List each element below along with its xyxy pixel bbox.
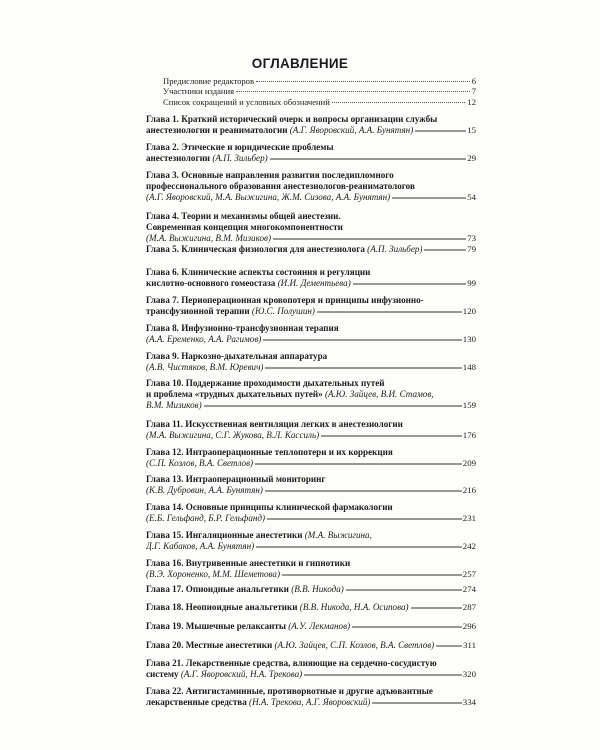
toc-entry-text xyxy=(146,458,253,469)
toc-entry[interactable] xyxy=(146,211,476,243)
toc-entry-line xyxy=(146,389,476,400)
toc-entry-line xyxy=(146,474,476,485)
leader-line xyxy=(352,627,462,628)
leader-dots xyxy=(332,102,466,103)
chapter-title: Глава 20. Местные анестетики xyxy=(146,640,273,650)
toc-entry-text xyxy=(146,485,263,496)
chapter-title: Глава 1. Краткий исторический очерк и вопросы организации службы xyxy=(146,114,438,124)
chapter-title: Глава 15. Ингаляционные анестетики xyxy=(146,530,303,540)
toc-entry-line xyxy=(146,170,476,181)
front-matter-list xyxy=(163,76,476,107)
chapter-authors: (М.А. Выжигина, С.Г. Жукова, В.Л. Кассиль) xyxy=(146,429,320,440)
toc-entry-text xyxy=(146,541,254,552)
chapter-title: Глава 3. Основные направления развития последипломного xyxy=(146,170,394,180)
toc-entry-text xyxy=(146,400,202,411)
chapter-title: анестезиологии xyxy=(146,152,211,163)
chapter-page-number: 148 xyxy=(462,361,476,372)
toc-entry-line xyxy=(146,244,476,255)
toc-entry-text xyxy=(146,233,271,244)
chapter-authors: (А.Г. Яворовский, Н.А. Трекова) xyxy=(180,668,303,679)
chapter-authors: (С.П. Козлов, В.А. Светлов) xyxy=(146,457,254,468)
toc-entry-line xyxy=(146,125,476,136)
leader-line xyxy=(372,702,461,703)
chapter-authors: (А.А. Еременко, А.А. Рагимов) xyxy=(146,333,262,344)
chapter-title: Глава 9. Наркозно-дыхательная аппаратура xyxy=(146,351,328,361)
toc-entry-line xyxy=(146,569,476,580)
toc-entry-line xyxy=(146,602,476,613)
toc-entry-line xyxy=(146,142,476,153)
toc-entry[interactable] xyxy=(146,530,476,552)
toc-entry[interactable] xyxy=(146,584,476,595)
chapter-authors: (А.Ю. Зайцев, В.И. Стамов, xyxy=(324,388,434,399)
toc-entry[interactable] xyxy=(146,474,476,496)
chapter-page-number: 159 xyxy=(462,399,476,410)
chapter-title: Глава 12. Интраоперационные теплопотери и их коррекция xyxy=(146,447,393,457)
toc-entry-text xyxy=(146,306,315,317)
chapter-page-number: 73 xyxy=(467,232,476,243)
chapter-title: профессионального образования анестезиологов-реаниматологов xyxy=(146,180,415,191)
toc-entry-line xyxy=(146,278,476,289)
toc-entry[interactable] xyxy=(146,267,476,289)
toc-entry[interactable] xyxy=(146,686,476,708)
toc-entry-line xyxy=(146,640,476,651)
leader-line xyxy=(255,463,462,464)
chapter-title: Глава 5. Клиническая физиология для анестезиолога xyxy=(146,244,365,254)
chapter-authors: (И.И. Дементьева) xyxy=(277,277,351,288)
chapter-title: Глава 21. Лекарственные средства, влияющие на сердечно-сосудистую xyxy=(146,658,437,668)
leader-line xyxy=(282,574,462,575)
toc-entry-line xyxy=(146,295,476,306)
toc-entry-line xyxy=(146,267,476,278)
chapter-page-number: 176 xyxy=(462,429,476,440)
chapter-page-number: 29 xyxy=(467,152,476,163)
leader-line xyxy=(267,518,462,519)
chapter-authors: (А.У. Лекманов) xyxy=(288,621,351,631)
toc-entry-line xyxy=(146,458,476,469)
leader-dots xyxy=(256,81,470,82)
chapter-title: Глава 11. Искусственная вентиляция легких в анестезиологии xyxy=(146,419,403,429)
front-matter-label: Участники издания xyxy=(163,86,235,97)
leader-line xyxy=(265,490,462,491)
chapter-page-number: 334 xyxy=(462,696,476,707)
toc-entry-line xyxy=(146,584,476,595)
chapter-authors: (А.В. Чистяков, В.М. Юревич) xyxy=(146,361,264,372)
chapter-title: Глава 18. Неопиоидные анальгетики xyxy=(146,602,298,612)
toc-entry-text xyxy=(146,621,350,632)
chapter-title: Глава 19. Мышечные релаксанты xyxy=(146,621,286,631)
toc-entry[interactable] xyxy=(146,602,476,613)
toc-entry-line xyxy=(146,400,476,411)
toc-entry-text xyxy=(146,125,413,136)
toc-entry[interactable] xyxy=(146,142,476,164)
chapter-title: Глава 2. Этические и юридические проблемы xyxy=(146,142,334,152)
chapter-authors: (Ю.С. Полушин) xyxy=(251,305,315,316)
chapter-authors: (К.В. Дубровин, А.А. Бунятян) xyxy=(146,484,263,495)
chapter-page-number: 311 xyxy=(463,640,476,650)
leader-line xyxy=(424,250,466,251)
toc-entry-line xyxy=(146,686,476,697)
chapter-authors: (А.П. Зильбер) xyxy=(367,244,423,254)
chapter-title: систему xyxy=(146,668,179,679)
toc-entry[interactable] xyxy=(146,351,476,373)
leader-line xyxy=(256,546,462,547)
chapter-page-number: 287 xyxy=(462,602,476,612)
front-matter-page: 12 xyxy=(467,96,476,107)
toc-entry[interactable] xyxy=(146,170,476,202)
front-matter-page: 7 xyxy=(471,86,476,97)
leader-line xyxy=(263,339,461,340)
toc-entry-line xyxy=(146,306,476,317)
toc-entry-line xyxy=(146,378,476,389)
chapter-authors: (Н.А. Трекова, А.Г. Яворовский) xyxy=(249,696,371,707)
chapter-title: Глава 17. Опиоидные анальгетики xyxy=(146,584,289,594)
chapter-title: Глава 16. Внутривенные анестетики и гипнотики xyxy=(146,558,351,568)
chapter-title: Глава 22. Антигистаминные, противорвотные и другие адъювантные xyxy=(146,686,433,696)
front-matter-item[interactable] xyxy=(163,76,476,86)
toc-entry[interactable] xyxy=(146,658,476,680)
toc-entry-text xyxy=(146,640,434,651)
leader-line xyxy=(265,367,461,368)
chapter-title: Глава 4. Теории и механизмы общей анестезии. xyxy=(146,211,341,221)
toc-entry[interactable] xyxy=(146,323,476,345)
chapter-title: Глава 8. Инфузионно-трансфузионная терапия xyxy=(146,323,339,333)
front-matter-page: 6 xyxy=(471,76,476,86)
chapter-page-number: 130 xyxy=(462,333,476,344)
chapter-page-number: 320 xyxy=(462,668,476,679)
chapter-title: Глава 13. Интраоперационный мониторинг xyxy=(146,474,326,484)
chapter-page-number: 120 xyxy=(462,305,476,316)
chapter-authors: (В.В. Никода) xyxy=(291,584,344,594)
toc-entry-line xyxy=(146,530,476,541)
leader-line xyxy=(304,674,462,675)
front-matter-label: Список сокращений и условных обозначений xyxy=(163,96,330,107)
toc-entry-text xyxy=(146,513,265,524)
toc-entry-line xyxy=(146,502,476,513)
toc-entry-text xyxy=(146,334,261,345)
toc-entry[interactable] xyxy=(146,558,476,580)
chapter-page-number: 99 xyxy=(467,277,476,288)
chapter-page-number: 79 xyxy=(467,244,476,254)
leader-line xyxy=(436,646,462,647)
chapter-title: трансфузионной терапии xyxy=(146,305,250,316)
toc-entry[interactable] xyxy=(146,295,476,317)
toc-entry-text xyxy=(146,362,263,373)
chapter-page-number: 54 xyxy=(467,191,476,202)
chapter-title: лекарственные средства xyxy=(146,696,247,707)
chapter-title: Глава 7. Периоперационная кровопотеря и принципы инфузионно- xyxy=(146,295,424,305)
leader-line xyxy=(270,158,467,159)
chapter-authors: (М.А. Выжигина, xyxy=(304,530,372,540)
toc-entry-text xyxy=(146,153,268,164)
chapter-page-number: 209 xyxy=(462,457,476,468)
toc-entry[interactable] xyxy=(146,419,476,441)
chapter-page-number: 231 xyxy=(462,512,476,523)
toc-entry-line xyxy=(146,541,476,552)
chapter-title: Глава 14. Основные принципы клинической фармакологии xyxy=(146,502,393,512)
chapter-page-number: 216 xyxy=(462,484,476,495)
toc-entry-line xyxy=(146,669,476,680)
chapter-page-number: 242 xyxy=(462,540,476,551)
leader-line xyxy=(204,405,462,406)
leader-line xyxy=(273,238,466,239)
toc-entry-line xyxy=(146,192,476,203)
toc-entry[interactable] xyxy=(146,502,476,524)
toc-entry-text xyxy=(146,569,280,580)
chapter-page-number: 274 xyxy=(462,584,476,594)
toc-entry-line xyxy=(146,351,476,362)
toc-entry-line xyxy=(146,513,476,524)
leader-line xyxy=(317,311,462,312)
leader-line xyxy=(346,590,462,591)
toc-entry-line xyxy=(146,430,476,441)
toc-entry-line xyxy=(146,222,476,233)
chapter-authors: (А.Ю. Зайцев, С.П. Козлов, В.А. Светлов) xyxy=(274,640,435,650)
toc-entry-line xyxy=(146,697,476,708)
toc-entry-line xyxy=(146,621,476,632)
toc-entry[interactable] xyxy=(146,621,476,632)
toc-entry-line xyxy=(146,447,476,458)
toc-entry[interactable] xyxy=(146,114,476,136)
toc-entry-text xyxy=(146,244,422,255)
toc-entry-line xyxy=(146,233,476,244)
chapter-page-number: 296 xyxy=(462,621,476,631)
chapter-title: анестезиологии и реаниматологии xyxy=(146,124,288,135)
page-title: ОГЛАВЛЕНИЕ xyxy=(251,56,349,71)
leader-line xyxy=(415,130,466,131)
toc-entry-text xyxy=(146,430,319,441)
toc-entry-text xyxy=(146,192,390,203)
leader-line xyxy=(321,435,462,436)
toc-entry-text xyxy=(146,602,409,613)
chapter-page-number: 15 xyxy=(467,124,476,135)
toc-entry-line xyxy=(146,211,476,222)
leader-dots xyxy=(236,91,470,92)
leader-line xyxy=(411,608,462,609)
toc-entry-line xyxy=(146,334,476,345)
chapter-page-number: 257 xyxy=(462,568,476,579)
toc-entry-line xyxy=(146,181,476,192)
toc-entry-line xyxy=(146,114,476,125)
chapter-title: Глава 6. Клинические аспекты состояния и регуляции xyxy=(146,267,371,277)
toc-entry[interactable] xyxy=(146,640,476,651)
front-matter-item[interactable] xyxy=(163,86,476,96)
toc-entry-line xyxy=(146,419,476,430)
front-matter-item[interactable] xyxy=(163,97,476,107)
chapter-authors: Д.Г. Кабаков, А.А. Бунятян) xyxy=(146,540,255,551)
toc-entry-line xyxy=(146,323,476,334)
toc-entry-text xyxy=(146,669,302,680)
leader-line xyxy=(392,197,466,198)
toc-entry-line xyxy=(146,362,476,373)
front-matter-label: Предисловие редакторов xyxy=(163,76,255,86)
chapter-authors: (А.Г. Яворовский, А.А. Бунятян) xyxy=(289,124,414,135)
leader-line xyxy=(353,283,466,284)
toc-entry-line xyxy=(146,485,476,496)
chapter-authors: (А.П. Зильбер) xyxy=(212,152,268,163)
toc-entry-text xyxy=(146,697,370,708)
chapter-authors: (М.А. Выжигина, В.М. Мизиков) xyxy=(146,232,271,243)
chapter-authors: (В.Э. Хороненко, М.М. Шеметова) xyxy=(146,568,280,579)
toc-entry[interactable] xyxy=(146,447,476,469)
toc-entry-line xyxy=(146,558,476,569)
chapter-authors: (А.Г. Яворовский, М.А. Выжигина, Ж.М. Сизова, А.А. Бунятян) xyxy=(146,191,391,202)
chapter-title: Глава 10. Поддержание проходимости дыхательных путей xyxy=(146,378,385,388)
chapter-authors: (Е.Б. Гельфанд, Б.Р. Гельфанд) xyxy=(146,512,266,523)
chapter-title: и проблема «трудных дыхательных путей» xyxy=(146,388,323,399)
toc-entry-line xyxy=(146,658,476,669)
chapter-title: Современная концепция многокомпонентности xyxy=(146,221,343,232)
toc-entry-text xyxy=(146,278,351,289)
toc-entry[interactable] xyxy=(146,244,476,255)
chapter-title: кислотно-основного гомеостаза xyxy=(146,277,276,288)
toc-entry-line xyxy=(146,153,476,164)
chapter-authors: (В.В. Никода, Н.А. Осипова) xyxy=(299,602,409,612)
chapter-authors: В.М. Мизиков) xyxy=(146,399,202,410)
toc-entry-text xyxy=(146,584,344,595)
toc-entry[interactable] xyxy=(146,378,476,410)
